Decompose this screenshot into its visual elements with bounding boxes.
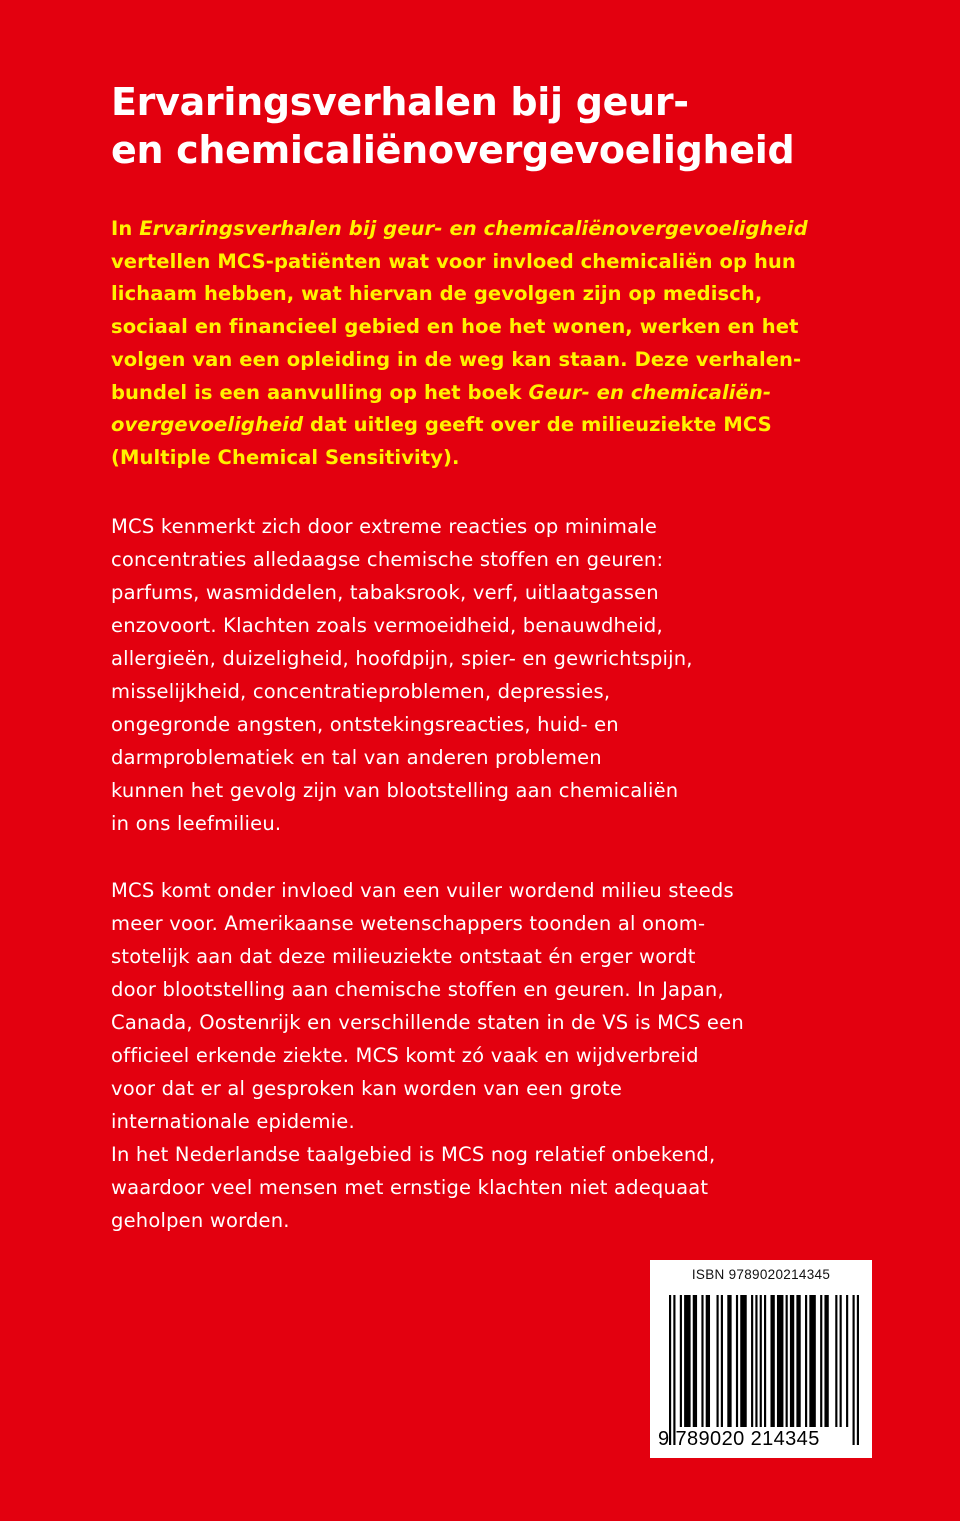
barcode-bar bbox=[805, 1295, 807, 1427]
barcode-bar bbox=[684, 1295, 690, 1427]
body-line: MCS kenmerkt zich door extreme reacties op minimale bbox=[111, 515, 658, 538]
intro-line: sociaal en financieel gebied en hoe het wonen, werken en het bbox=[111, 315, 799, 339]
intro-text: bundel is een aanvulling op het boek bbox=[111, 380, 529, 404]
body-line: kunnen het gevolg zijn van blootstelling aan chemicaliën bbox=[111, 779, 679, 802]
intro-line bbox=[111, 409, 891, 442]
body-line: Canada, Oostenrijk en verschillende staten in de VS is MCS een bbox=[111, 1011, 744, 1034]
barcode-bar bbox=[751, 1295, 753, 1427]
barcode-bar bbox=[669, 1295, 671, 1445]
intro-line: vertellen MCS-patiënten wat voor invloed chemicaliën op hun bbox=[111, 249, 796, 273]
book-title-line-1: Ervaringsverhalen bij geur- bbox=[111, 80, 689, 124]
body-line: parfums, wasmiddelen, tabaksrook, verf, uitlaatgassen bbox=[111, 581, 659, 604]
intro-line bbox=[111, 213, 891, 246]
barcode-bar bbox=[727, 1295, 731, 1427]
body-line: door blootstelling aan chemische stoffen en geuren. In Japan, bbox=[111, 978, 724, 1001]
barcode-bar bbox=[680, 1295, 682, 1427]
barcode-bar bbox=[717, 1295, 719, 1427]
barcode-bar bbox=[770, 1295, 774, 1427]
book-title bbox=[111, 78, 911, 174]
barcode-bar bbox=[820, 1295, 822, 1427]
barcode-bar bbox=[809, 1295, 815, 1427]
barcode-bar bbox=[764, 1295, 766, 1427]
barcode-digits: 9 789020 214345 bbox=[658, 1428, 820, 1450]
intro-paragraph bbox=[111, 213, 891, 475]
intro-line bbox=[111, 377, 891, 410]
intro-line: lichaam hebben, wat hiervan de gevolgen zijn op medisch, bbox=[111, 282, 763, 306]
barcode-bar bbox=[824, 1295, 828, 1427]
barcode-icon bbox=[664, 1295, 864, 1445]
barcode-bar bbox=[786, 1295, 788, 1427]
barcode-bar bbox=[777, 1295, 783, 1427]
intro-related-book-title: Geur- en chemicaliën- bbox=[528, 380, 772, 404]
intro-related-book-title: overgevoeligheid bbox=[111, 413, 304, 437]
body-line: darmproblematiek en tal van anderen problemen bbox=[111, 746, 602, 769]
body-line: MCS komt onder invloed van een vuiler wordend milieu steeds bbox=[111, 879, 734, 902]
body-line: concentraties alledaagse chemische stoffen en geuren: bbox=[111, 548, 664, 571]
body-line: misselijkheid, concentratieproblemen, depressies, bbox=[111, 680, 611, 703]
body-line: in ons leefmilieu. bbox=[111, 812, 282, 835]
intro-line: (Multiple Chemical Sensitivity). bbox=[111, 445, 460, 469]
isbn-barcode-box bbox=[650, 1260, 872, 1458]
book-title-line-2: en chemicaliënovergevoeligheid bbox=[111, 128, 795, 172]
body-paragraph-mcs-prevalence bbox=[111, 874, 891, 1237]
barcode-bar bbox=[835, 1295, 837, 1427]
body-line: geholpen worden. bbox=[111, 1209, 290, 1232]
barcode-bar bbox=[736, 1295, 738, 1427]
body-line: waardoor veel mensen met ernstige klachten niet adequaat bbox=[111, 1176, 709, 1199]
intro-book-title: Ervaringsverhalen bij geur- en chemicaliënovergevoeligheid bbox=[139, 217, 808, 240]
body-line: officieel erkende ziekte. MCS komt zó vaak en wijdverbreid bbox=[111, 1044, 699, 1067]
intro-text: In bbox=[111, 217, 140, 240]
barcode-bar bbox=[846, 1295, 848, 1427]
body-line: internationale epidemie. bbox=[111, 1110, 355, 1133]
body-line: In het Nederlandse taalgebied is MCS nog relatief onbekend, bbox=[111, 1143, 716, 1166]
barcode-bar bbox=[740, 1295, 746, 1427]
barcode-bar bbox=[706, 1295, 710, 1427]
barcode-bar bbox=[673, 1295, 675, 1445]
body-line: meer voor. Amerikaanse wetenschappers toonden al onom- bbox=[111, 912, 706, 935]
body-line: enzovoort. Klachten zoals vermoeidheid, benauwdheid, bbox=[111, 614, 663, 637]
barcode-bar bbox=[840, 1295, 842, 1427]
barcode-bar bbox=[721, 1295, 723, 1427]
barcode-bar bbox=[701, 1295, 703, 1427]
barcode-bar bbox=[796, 1295, 800, 1427]
barcode-bar bbox=[790, 1295, 794, 1427]
intro-text: dat uitleg geeft over de milieuziekte MCS bbox=[303, 413, 772, 437]
barcode-bar bbox=[693, 1295, 697, 1427]
barcode-bar bbox=[857, 1295, 859, 1445]
intro-line: volgen van een opleiding in de weg kan staan. Deze verhalen- bbox=[111, 347, 802, 371]
body-line: ongegronde angsten, ontstekingsreacties, huid- en bbox=[111, 713, 619, 736]
body-line: voor dat er al gesproken kan worden van een grote bbox=[111, 1077, 623, 1100]
isbn-label: ISBN 9789020214345 bbox=[691, 1267, 831, 1282]
barcode-bar bbox=[853, 1295, 855, 1445]
body-line: stotelijk aan dat deze milieuziekte ontstaat én erger wordt bbox=[111, 945, 696, 968]
barcode-bar bbox=[755, 1295, 757, 1427]
barcode-bar bbox=[760, 1295, 762, 1427]
body-line: allergieën, duizeligheid, hoofdpijn, spier- en gewrichtspijn, bbox=[111, 647, 693, 670]
body-paragraph-mcs-symptoms bbox=[111, 510, 891, 840]
